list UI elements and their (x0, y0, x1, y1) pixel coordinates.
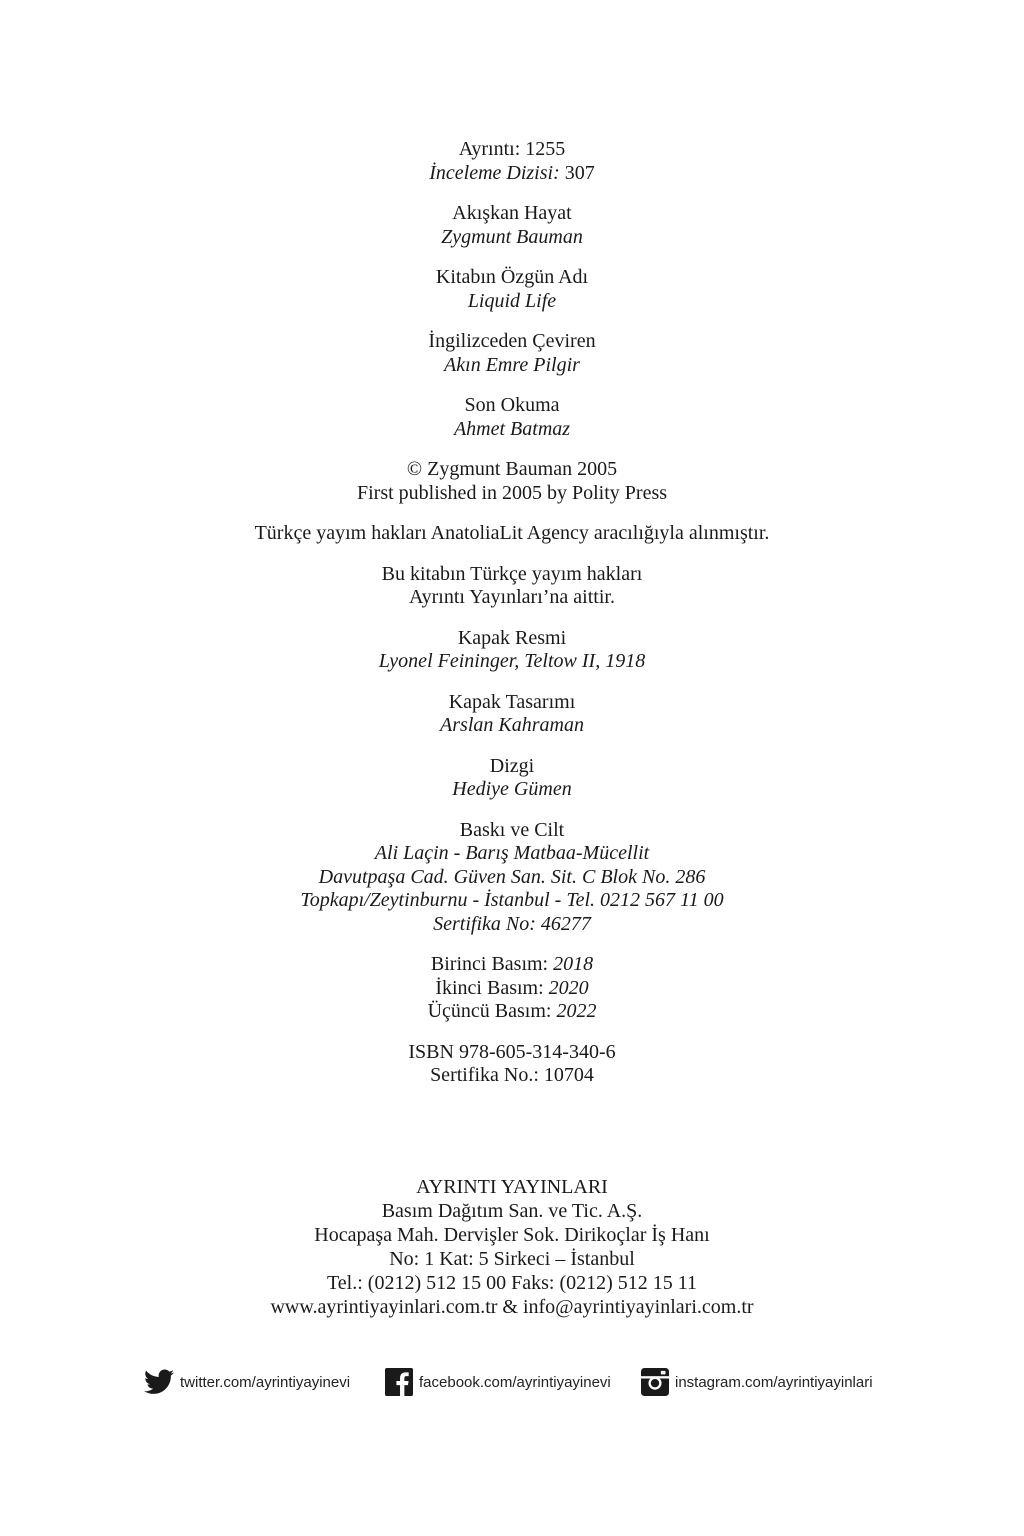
isbn-line: ISBN 978-605-314-340-6 (408, 1040, 616, 1063)
certificate-line: Sertifika No.: 10704 (430, 1064, 594, 1086)
edition-label: Üçüncü Basım: (427, 1000, 552, 1022)
facebook-handle: facebook.com/ayrintiyayinevi (419, 1373, 611, 1391)
isbn-block (0, 1041, 1024, 1088)
rights-agency-block (0, 522, 1024, 546)
proofreading-label: Son Okuma (464, 394, 560, 416)
typesetting-value: Hediye Gümen (452, 778, 572, 800)
proofreading-name: Ahmet Batmaz (453, 417, 571, 440)
copyright-line: © Zygmunt Bauman 2005 (406, 458, 618, 480)
publisher-address-2: No: 1 Kat: 5 Sirkeci – İstanbul (389, 1248, 635, 1270)
original-title-block (0, 266, 1024, 313)
cover-design-value: Arslan Kahraman (440, 714, 584, 736)
original-title-value: Liquid Life (467, 289, 557, 312)
instagram-handle: instagram.com/ayrintiyayinlari (675, 1373, 873, 1391)
book-title: Akışkan Hayat (452, 202, 572, 224)
printing-label: Baskı ve Cilt (459, 818, 565, 841)
editions-block (0, 953, 1024, 1024)
facebook-icon (385, 1368, 413, 1396)
publisher-phone: Tel.: (0212) 512 15 00 Faks: (0212) 512 15 11 (326, 1272, 698, 1294)
first-published-line: First published in 2005 by Polity Press (356, 481, 668, 504)
copyright-block (0, 458, 1024, 505)
publisher-number: Ayrıntı: 1255 (458, 138, 566, 160)
translator-label: İngilizceden Çeviren (428, 330, 596, 352)
colophon (0, 138, 1024, 1105)
edition-line (0, 953, 1024, 977)
edition-year: 2020 (543, 976, 589, 999)
twitter-handle: twitter.com/ayrintiyayinevi (180, 1373, 351, 1391)
printing-line: Davutpaşa Cad. Güven San. Sit. C Blok No. 286 (318, 865, 706, 888)
twitter-icon (144, 1369, 174, 1395)
printing-line: Sertifika No: 46277 (433, 912, 591, 935)
edition-line (0, 1000, 1024, 1024)
rights-owner-line-2: Ayrıntı Yayınları’na aittir. (409, 586, 615, 608)
book-author: Zygmunt Bauman (441, 225, 583, 248)
printing-line: Topkapı/Zeytinburnu - İstanbul - Tel. 0212 567 11 00 (300, 889, 724, 911)
series-line (0, 162, 1024, 186)
edition-label: Birinci Basım: (430, 953, 549, 975)
publisher-web: www.ayrintiyayinlari.com.tr & info@ayrintiyayinlari.com.tr (270, 1296, 754, 1318)
translator-block (0, 330, 1024, 377)
printing-block (0, 819, 1024, 937)
edition-year: 2018 (548, 953, 594, 975)
cover-design-block (0, 691, 1024, 738)
cover-image-block (0, 627, 1024, 674)
edition-year: 2022 (551, 1000, 597, 1022)
series-label: İnceleme Dizisi: (429, 161, 560, 184)
publisher-company: Basım Dağıtım San. ve Tic. A.Ş. (381, 1200, 643, 1222)
translator-name: Akın Emre Pilgir (444, 353, 580, 376)
typesetting-block (0, 755, 1024, 802)
printing-line: Ali Laçin - Barış Matbaa-Mücellit (374, 842, 650, 864)
series-number: 307 (559, 161, 595, 184)
typesetting-label: Dizgi (489, 754, 535, 777)
publisher-name: AYRINTI YAYINLARI (416, 1176, 608, 1198)
rights-owner-line-1: Bu kitabın Türkçe yayım hakları (381, 562, 643, 585)
original-title-label: Kitabın Özgün Adı (435, 266, 589, 288)
facebook-link[interactable] (385, 1364, 611, 1400)
cover-image-label: Kapak Resmi (457, 626, 567, 649)
instagram-icon (641, 1368, 669, 1396)
rights-agency-line: Türkçe yayım hakları AnatoliaLit Agency aracılığıyla alınmıştır. (254, 522, 770, 544)
proofreading-block (0, 394, 1024, 441)
publisher-block (0, 1175, 1024, 1319)
instagram-link[interactable] (641, 1364, 873, 1400)
cover-image-value: Lyonel Feininger, Teltow II, 1918 (378, 650, 646, 672)
series-block (0, 138, 1024, 185)
cover-design-label: Kapak Tasarımı (448, 690, 576, 713)
title-block (0, 202, 1024, 249)
edition-label: İkinci Basım: (435, 976, 544, 999)
publisher-address-1: Hocapaşa Mah. Dervişler Sok. Dirikoçlar İş Hanı (314, 1224, 710, 1246)
rights-owner-block (0, 563, 1024, 610)
twitter-link[interactable] (144, 1364, 350, 1400)
edition-line (0, 977, 1024, 1001)
